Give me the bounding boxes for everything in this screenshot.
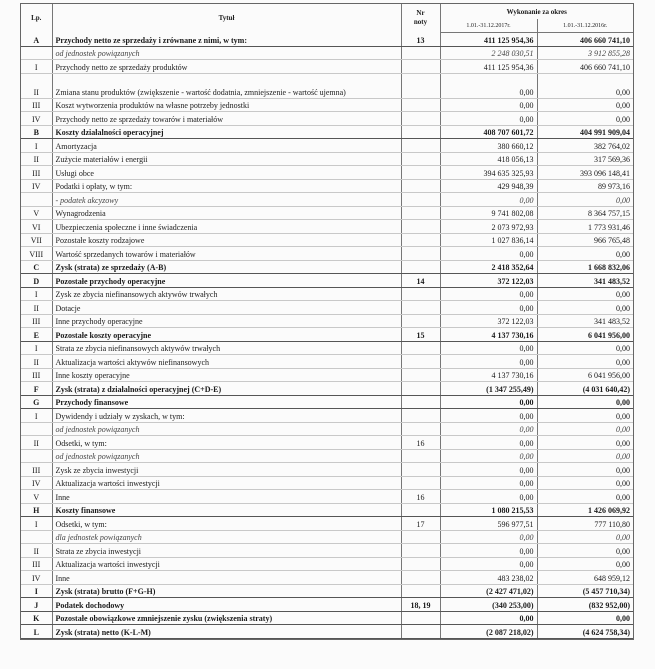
table-row	[21, 206, 633, 220]
table-row	[21, 490, 633, 504]
row-value-2017: (1 347 255,49)	[440, 382, 537, 396]
table-row	[21, 409, 633, 423]
row-lp: B	[21, 125, 52, 139]
row-value-2016: 0,00	[537, 73, 633, 98]
row-value-2016: (4 624 758,34)	[537, 625, 633, 639]
row-lp: H	[21, 503, 52, 517]
row-lp	[21, 530, 52, 544]
row-title: Pozostałe koszty operacyjne	[52, 328, 401, 342]
row-title: Wynagrodzenia	[52, 206, 401, 220]
row-title: Przychody finansowe	[52, 395, 401, 409]
header-year-2017: 1.01.-31.12.2017r.	[440, 19, 537, 33]
row-title: - podatek akcyzowy	[52, 193, 401, 207]
row-value-2016: 777 110,80	[537, 517, 633, 531]
table-row	[21, 98, 633, 112]
row-value-2016: 8 364 757,15	[537, 206, 633, 220]
row-title: Strata ze zbycia inwestycji	[52, 544, 401, 558]
row-note-number: 17	[401, 517, 440, 531]
row-note-number	[401, 166, 440, 180]
row-lp: D	[21, 274, 52, 288]
row-value-2017: (2 427 471,02)	[440, 584, 537, 598]
row-note-number	[401, 73, 440, 98]
row-note-number	[401, 220, 440, 234]
row-title: Zużycie materiałów i energii	[52, 152, 401, 166]
row-note-number: 16	[401, 490, 440, 504]
row-value-2016: 0,00	[537, 436, 633, 450]
row-value-2016: 0,00	[537, 98, 633, 112]
table-row	[21, 314, 633, 328]
row-value-2016: 6 041 956,00	[537, 328, 633, 342]
row-title: Podatki i opłaty, w tym:	[52, 179, 401, 193]
row-value-2017: 0,00	[440, 73, 537, 98]
row-value-2016: 0,00	[537, 247, 633, 261]
table-row	[21, 503, 633, 517]
row-note-number	[401, 247, 440, 261]
row-value-2016: (4 031 640,42)	[537, 382, 633, 396]
row-value-2017: 4 137 730,16	[440, 368, 537, 382]
row-title: Strata ze zbycia niefinansowych aktywów trwałych	[52, 341, 401, 355]
table-row	[21, 274, 633, 288]
table-row	[21, 557, 633, 571]
row-lp	[21, 46, 52, 60]
row-value-2017: 0,00	[440, 112, 537, 126]
row-note-number: 13	[401, 33, 440, 47]
row-note-number	[401, 314, 440, 328]
row-value-2017: 0,00	[440, 544, 537, 558]
financial-statement-sheet	[20, 3, 634, 640]
row-note-number	[401, 395, 440, 409]
row-lp: IV	[21, 112, 52, 126]
row-title: Przychody netto ze sprzedaży i zrównane z nimi, w tym:	[52, 33, 401, 47]
row-value-2017: 418 056,13	[440, 152, 537, 166]
row-value-2016: (832 952,00)	[537, 598, 633, 612]
table-row	[21, 476, 633, 490]
row-value-2017: 0,00	[440, 395, 537, 409]
row-lp: I	[21, 60, 52, 74]
row-lp: III	[21, 98, 52, 112]
row-value-2016: 0,00	[537, 463, 633, 477]
table-row	[21, 33, 633, 47]
row-note-number	[401, 341, 440, 355]
row-note-number	[401, 476, 440, 490]
row-note-number	[401, 422, 440, 436]
row-lp: V	[21, 206, 52, 220]
row-note-number	[401, 355, 440, 369]
table-row	[21, 233, 633, 247]
row-value-2017: 0,00	[440, 449, 537, 463]
table-row	[21, 598, 633, 612]
row-note-number	[401, 287, 440, 301]
row-lp: III	[21, 463, 52, 477]
row-title: Dotacje	[52, 301, 401, 315]
row-lp: I	[21, 517, 52, 531]
row-title: Koszty działalności operacyjnej	[52, 125, 401, 139]
header-row	[21, 4, 633, 19]
row-value-2017: 394 635 325,93	[440, 166, 537, 180]
row-lp: III	[21, 314, 52, 328]
row-lp: VI	[21, 220, 52, 234]
row-lp: II	[21, 436, 52, 450]
row-lp: I	[21, 409, 52, 423]
row-title: od jednostek powiązanych	[52, 422, 401, 436]
row-value-2017: 429 948,39	[440, 179, 537, 193]
row-title: od jednostek powiązanych	[52, 449, 401, 463]
table-row	[21, 436, 633, 450]
row-lp: VIII	[21, 247, 52, 261]
row-note-number	[401, 409, 440, 423]
row-lp: J	[21, 598, 52, 612]
row-note-number	[401, 46, 440, 60]
table-row	[21, 260, 633, 274]
table-row	[21, 530, 633, 544]
row-note-number: 16	[401, 436, 440, 450]
row-title: dla jednostek powiązanych	[52, 530, 401, 544]
table-row	[21, 517, 633, 531]
row-value-2017: (2 087 218,02)	[440, 625, 537, 639]
row-note-number	[401, 463, 440, 477]
row-title: Zmiana stanu produktów (zwiększenie - wartość dodatnia, zmniejszenie - wartość ujemna)	[52, 73, 401, 98]
row-lp: III	[21, 368, 52, 382]
row-lp: K	[21, 611, 52, 625]
row-title: Podatek dochodowy	[52, 598, 401, 612]
row-title: Przychody netto ze sprzedaży produktów	[52, 60, 401, 74]
row-value-2017: 372 122,03	[440, 274, 537, 288]
row-lp: IV	[21, 179, 52, 193]
row-value-2017: 0,00	[440, 409, 537, 423]
row-lp: F	[21, 382, 52, 396]
row-title: Inne	[52, 490, 401, 504]
table-row	[21, 220, 633, 234]
row-title: Pozostałe przychody operacyjne	[52, 274, 401, 288]
row-note-number	[401, 382, 440, 396]
row-value-2017: 0,00	[440, 301, 537, 315]
row-value-2016: 404 991 909,04	[537, 125, 633, 139]
row-note-number	[401, 98, 440, 112]
row-lp: I	[21, 584, 52, 598]
row-value-2016: 0,00	[537, 530, 633, 544]
row-lp: VII	[21, 233, 52, 247]
row-value-2017: 411 125 954,36	[440, 33, 537, 47]
row-title: Zysk (strata) z działalności operacyjnej (C+D-E)	[52, 382, 401, 396]
row-title: Aktualizacja wartości inwestycji	[52, 557, 401, 571]
row-lp: III	[21, 557, 52, 571]
header-note-number: Nr noty	[401, 4, 440, 33]
row-value-2017: 0,00	[440, 476, 537, 490]
row-title: Zysk (strata) netto (K-L-M)	[52, 625, 401, 639]
row-note-number	[401, 152, 440, 166]
table-row	[21, 611, 633, 625]
row-lp	[21, 422, 52, 436]
row-value-2016: 1 668 832,06	[537, 260, 633, 274]
row-lp: A	[21, 33, 52, 47]
table-body	[21, 33, 633, 639]
row-title: Dywidendy i udziały w zyskach, w tym:	[52, 409, 401, 423]
row-note-number	[401, 625, 440, 639]
table-row	[21, 368, 633, 382]
row-value-2017: 408 707 601,72	[440, 125, 537, 139]
row-note-number	[401, 611, 440, 625]
row-value-2017: 0,00	[440, 355, 537, 369]
row-title: Aktualizacja wartości aktywów niefinansowych	[52, 355, 401, 369]
row-lp: I	[21, 139, 52, 153]
row-value-2016: 382 764,02	[537, 139, 633, 153]
row-note-number	[401, 206, 440, 220]
row-value-2017: 0,00	[440, 611, 537, 625]
row-value-2017: 0,00	[440, 557, 537, 571]
row-value-2016: 1 773 931,46	[537, 220, 633, 234]
table-row	[21, 179, 633, 193]
table-row	[21, 152, 633, 166]
row-lp: IV	[21, 571, 52, 585]
row-value-2016: 0,00	[537, 301, 633, 315]
row-lp: E	[21, 328, 52, 342]
row-value-2016: 1 426 069,92	[537, 503, 633, 517]
row-lp: C	[21, 260, 52, 274]
row-note-number	[401, 530, 440, 544]
row-title: Aktualizacja wartości inwestycji	[52, 476, 401, 490]
row-value-2016: 0,00	[537, 193, 633, 207]
row-lp: II	[21, 544, 52, 558]
row-value-2017: 0,00	[440, 436, 537, 450]
row-title: Amortyzacja	[52, 139, 401, 153]
row-value-2017: 0,00	[440, 247, 537, 261]
row-value-2016: 341 483,52	[537, 274, 633, 288]
row-note-number	[401, 112, 440, 126]
row-note-number: 18, 19	[401, 598, 440, 612]
profit-loss-table	[21, 4, 633, 639]
row-value-2017: 1 027 836,14	[440, 233, 537, 247]
row-value-2017: 596 977,51	[440, 517, 537, 531]
row-title: od jednostek powiązanych	[52, 46, 401, 60]
row-value-2016: 3 912 855,28	[537, 46, 633, 60]
row-note-number	[401, 260, 440, 274]
row-value-2016: 966 765,48	[537, 233, 633, 247]
row-value-2017: 2 073 972,93	[440, 220, 537, 234]
row-lp: I	[21, 341, 52, 355]
table-row	[21, 341, 633, 355]
row-value-2016: 0,00	[537, 476, 633, 490]
row-title: Zysk ze zbycia inwestycji	[52, 463, 401, 477]
row-value-2016: (5 457 710,34)	[537, 584, 633, 598]
row-note-number	[401, 179, 440, 193]
row-title: Zysk (strata) brutto (F+G-H)	[52, 584, 401, 598]
row-value-2016: 0,00	[537, 355, 633, 369]
row-note-number	[401, 449, 440, 463]
table-row	[21, 301, 633, 315]
row-value-2017: 411 125 954,36	[440, 60, 537, 74]
row-title: Pozostałe koszty rodzajowe	[52, 233, 401, 247]
row-value-2016: 0,00	[537, 611, 633, 625]
row-title: Koszty finansowe	[52, 503, 401, 517]
row-note-number	[401, 125, 440, 139]
row-lp: II	[21, 73, 52, 98]
row-note-number	[401, 557, 440, 571]
row-title: Wartość sprzedanych towarów i materiałów	[52, 247, 401, 261]
row-note-number	[401, 139, 440, 153]
row-value-2017: 0,00	[440, 341, 537, 355]
row-value-2017: 483 238,02	[440, 571, 537, 585]
row-lp: G	[21, 395, 52, 409]
table-row	[21, 328, 633, 342]
row-title: Odsetki, w tym:	[52, 517, 401, 531]
row-lp: II	[21, 301, 52, 315]
header-year-2016: 1.01.-31.12.2016r.	[537, 19, 633, 33]
row-lp	[21, 193, 52, 207]
row-note-number	[401, 233, 440, 247]
table-row	[21, 287, 633, 301]
table-row	[21, 355, 633, 369]
row-value-2016: 6 041 956,00	[537, 368, 633, 382]
row-title: Ubezpieczenia społeczne i inne świadczenia	[52, 220, 401, 234]
row-value-2017: 0,00	[440, 98, 537, 112]
row-title: Koszt wytworzenia produktów na własne potrzeby jednostki	[52, 98, 401, 112]
table-row	[21, 60, 633, 74]
row-value-2017: 0,00	[440, 287, 537, 301]
row-value-2017: 4 137 730,16	[440, 328, 537, 342]
row-value-2017: 0,00	[440, 463, 537, 477]
row-title: Usługi obce	[52, 166, 401, 180]
row-lp: IV	[21, 476, 52, 490]
row-note-number	[401, 584, 440, 598]
table-row	[21, 395, 633, 409]
row-value-2016: 341 483,52	[537, 314, 633, 328]
row-title: Zysk ze zbycia niefinansowych aktywów trwałych	[52, 287, 401, 301]
row-lp	[21, 449, 52, 463]
table-row	[21, 247, 633, 261]
table-row	[21, 112, 633, 126]
row-value-2016: 0,00	[537, 395, 633, 409]
row-value-2017: (340 253,00)	[440, 598, 537, 612]
table-row	[21, 382, 633, 396]
row-value-2017: 2 248 030,51	[440, 46, 537, 60]
row-note-number	[401, 193, 440, 207]
row-note-number	[401, 368, 440, 382]
header-lp: Lp.	[21, 4, 52, 33]
row-title: Inne koszty operacyjne	[52, 368, 401, 382]
row-title: Odsetki, w tym:	[52, 436, 401, 450]
row-note-number	[401, 301, 440, 315]
table-row	[21, 139, 633, 153]
row-lp: I	[21, 287, 52, 301]
row-value-2016: 0,00	[537, 422, 633, 436]
header-title: Tytuł	[52, 4, 401, 33]
row-note-number: 14	[401, 274, 440, 288]
row-title: Przychody netto ze sprzedaży towarów i materiałów	[52, 112, 401, 126]
row-title: Inne przychody operacyjne	[52, 314, 401, 328]
row-value-2016: 393 096 148,41	[537, 166, 633, 180]
row-value-2016: 0,00	[537, 544, 633, 558]
table-row	[21, 544, 633, 558]
row-value-2017: 2 418 352,64	[440, 260, 537, 274]
row-value-2017: 0,00	[440, 193, 537, 207]
table-row	[21, 422, 633, 436]
row-value-2017: 1 080 215,53	[440, 503, 537, 517]
row-value-2017: 0,00	[440, 490, 537, 504]
row-note-number	[401, 544, 440, 558]
table-row	[21, 125, 633, 139]
row-value-2016: 0,00	[537, 409, 633, 423]
row-note-number	[401, 503, 440, 517]
row-value-2016: 0,00	[537, 490, 633, 504]
table-row	[21, 584, 633, 598]
row-value-2016: 406 660 741,10	[537, 60, 633, 74]
row-value-2016: 0,00	[537, 287, 633, 301]
row-lp: L	[21, 625, 52, 639]
row-value-2017: 372 122,03	[440, 314, 537, 328]
row-lp: V	[21, 490, 52, 504]
row-note-number: 15	[401, 328, 440, 342]
table-row	[21, 46, 633, 60]
table-row	[21, 463, 633, 477]
row-lp: III	[21, 166, 52, 180]
row-value-2016: 0,00	[537, 112, 633, 126]
table-row	[21, 449, 633, 463]
row-value-2017: 0,00	[440, 422, 537, 436]
row-value-2016: 648 959,12	[537, 571, 633, 585]
row-value-2017: 380 660,12	[440, 139, 537, 153]
row-title: Inne	[52, 571, 401, 585]
row-value-2016: 89 973,16	[537, 179, 633, 193]
table-row	[21, 166, 633, 180]
row-value-2016: 0,00	[537, 557, 633, 571]
row-value-2017: 9 741 802,08	[440, 206, 537, 220]
table-row	[21, 193, 633, 207]
row-title: Zysk (strata) ze sprzedaży (A-B)	[52, 260, 401, 274]
row-note-number	[401, 571, 440, 585]
header-period: Wykonanie za okres	[506, 7, 567, 16]
table-row	[21, 625, 633, 639]
row-value-2016: 0,00	[537, 449, 633, 463]
table-row	[21, 571, 633, 585]
row-title: Pozostałe obowiązkowe zmniejszenie zysku (zwiększenia straty)	[52, 611, 401, 625]
row-lp: II	[21, 152, 52, 166]
row-value-2016: 406 660 741,10	[537, 33, 633, 47]
row-value-2016: 317 569,36	[537, 152, 633, 166]
row-value-2016: 0,00	[537, 341, 633, 355]
table-row	[21, 73, 633, 98]
row-note-number	[401, 60, 440, 74]
row-value-2017: 0,00	[440, 530, 537, 544]
row-lp: II	[21, 355, 52, 369]
